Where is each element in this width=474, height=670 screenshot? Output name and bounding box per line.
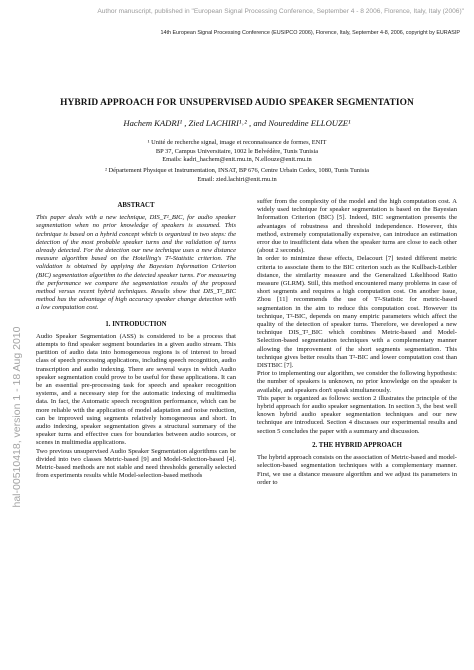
conference-line: 14th European Signal Processing Conference (EUSIPCO 2006), Florence, Italy, September 4-8, 2006, copyright by EURASIP — [160, 30, 460, 36]
paper-authors: Hachem KADRI¹ , Zied LACHIRI¹˒² , and Noureddine ELLOUZE¹ — [123, 118, 351, 128]
affiliation-line: Email: zied.lachiri@enit.rnu.tn — [197, 175, 277, 183]
intro-paragraph: Two previous unsupervised Audio Speaker Segmentation algorithms can be divided into two classes Metric-based [9] and Model-Selection-based [4]. Metric-based methods are not stable and need thresholds generally selected from experiments results while Model-selection-based methods — [36, 447, 236, 480]
abstract-text: This paper deals with a new technique, DIS_T²_BIC, for audio speaker segmentation when no prior knowledge of speakers is assumed. This technique is based on a hybrid concept which is organized in two steps: the detection of the most probable speaker turns and the validation of turns already detected. For the detection our new technique uses a new distance measure algorithm based on the Hotelling's T²-Statistic criterion. The validation is obtained by applying the Bayesian Information Criterion (BIC) segmentation algorithm to the detected speaker turns. For measuring the performance we compare the segmentation results of the proposed method versus recent hybrid techniques. Results show that DIS_T²_BIC method has the advantage of high accuracy speaker change detection with a low computation cost. — [36, 214, 236, 312]
body-paragraph: In order to minimize these effects, Delacourt [7] tested different metric criteria to associate them to the BIC criterion such as the Kullbach-Leibler distance, the similarity measure and the Generalized Likelihood Ratio measure (GLRM). Still, this method encountered many problems in case of short segments and requires a high computation cost. On another issue, Zhou [11] recommends the use of T²-Statistic for metric-based segmentation in the aim to reduce this computation cost. However its technique, T²-BIC, depends on many empiric parameters which affect the quality of the detection of speaker turns. Therefore, we developed a new technique DIS_T²_BIC which combines Metric-based and Model-Selection-based segmentation techniques with a complementary manner allowing the improvement of the short segments segmentation. This technique gives better results than T²-BIC and lower computation cost than DISTBIC [7]. — [257, 255, 457, 370]
right-column — [257, 198, 457, 487]
intro-heading: 1. INTRODUCTION — [105, 320, 167, 328]
affiliation-line: ¹ Unité de recherche signal, image et reconnaissance de formes, ENIT — [147, 139, 327, 146]
paper-title: HYBRID APPROACH FOR UNSUPERVISED AUDIO SPEAKER SEGMENTATION — [60, 98, 414, 108]
affiliation-line: Emails: kadri_hachem@enit.rnu.tn, N.ellouze@enit.rnu.tn — [162, 156, 312, 163]
affiliation-line: BP 37, Campus Universitaire, 1002 le Belvédère, Tunis Tunisia — [155, 147, 319, 155]
body-paragraph: suffer from the complexity of the model and the high computation cost. A widely used technique for speaker segmentation is based on the Bayesian Information Criterion (BIC) [5]. Indeed, BIC segmentation presents the advantages of robustness and threshold independence. However, this method, extremely computationally expensive, can introduce an estimation error due to insufficient data when the speaker turns are close to each other (about 2 seconds). — [257, 198, 457, 255]
left-column — [36, 198, 236, 481]
abstract-heading: ABSTRACT — [117, 202, 155, 209]
affiliation-line: ² Département Physique et Instrumentation, INSAT, BP 676, Centre Urbain Cedex, 1080, Tunis Tunisia — [105, 167, 369, 174]
intro-paragraph: Audio Speaker Segmentation (ASS) is considered to be a process that attempts to find speaker segment boundaries in a given audio stream. This partition of audio data into homogeneous regions is of interest to broad class of speech processing applications, including speech recognition, audio transcription and audio indexing. There are several ways in which Audio speaker segmentation could prove to be useful for these applications. It can be an essential pre-processing task for speech and speaker recognition systems, and a necessary step for the automatic indexing of multimedia data. In fact, the Automatic speech recognition performance, which can be more reliable with the application of model adaptation and noise reduction, can be improved using segments relatively homogeneous and short. In audio indexing, speaker segmentation gives a structural summary of the speaker turns and effective cues for boundaries between audio sources, or scenes in multimedia applications. — [36, 332, 236, 447]
hal-side-stamp: hal-00510418, version 1 - 18 Aug 2010 — [11, 326, 23, 508]
manuscript-banner: Author manuscript, published in "European Signal Processing Conference, September 4 - 8 2006, Florence, Italy, Italy (2006)" — [97, 8, 464, 15]
section2-heading: 2. THE HYBRID APPROACH — [312, 441, 402, 449]
body-paragraph: Prior to implementing our algorithm, we consider the following hypothesis: the number of speakers is unknown, no prior knowledge on the speaker is available, and speakers don't speak simultaneously. — [257, 370, 457, 394]
section2-paragraph: The hybrid approach consists on the association of Metric-based and model-selection-based segmentation techniques with a complementary manner. First, we use a distance measure algorithm and we adjust its parameters in order to — [257, 454, 457, 486]
body-paragraph: This paper is organized as follows: section 2 illustrates the principle of the hybrid approach for audio speaker segmentation. In section 3, the best well known hybrid audio speaker segmentation techniques and our new technique are introduced. Section 4 discusses our experimental results and section 5 concludes the paper with a summary and discussion. — [257, 394, 457, 435]
